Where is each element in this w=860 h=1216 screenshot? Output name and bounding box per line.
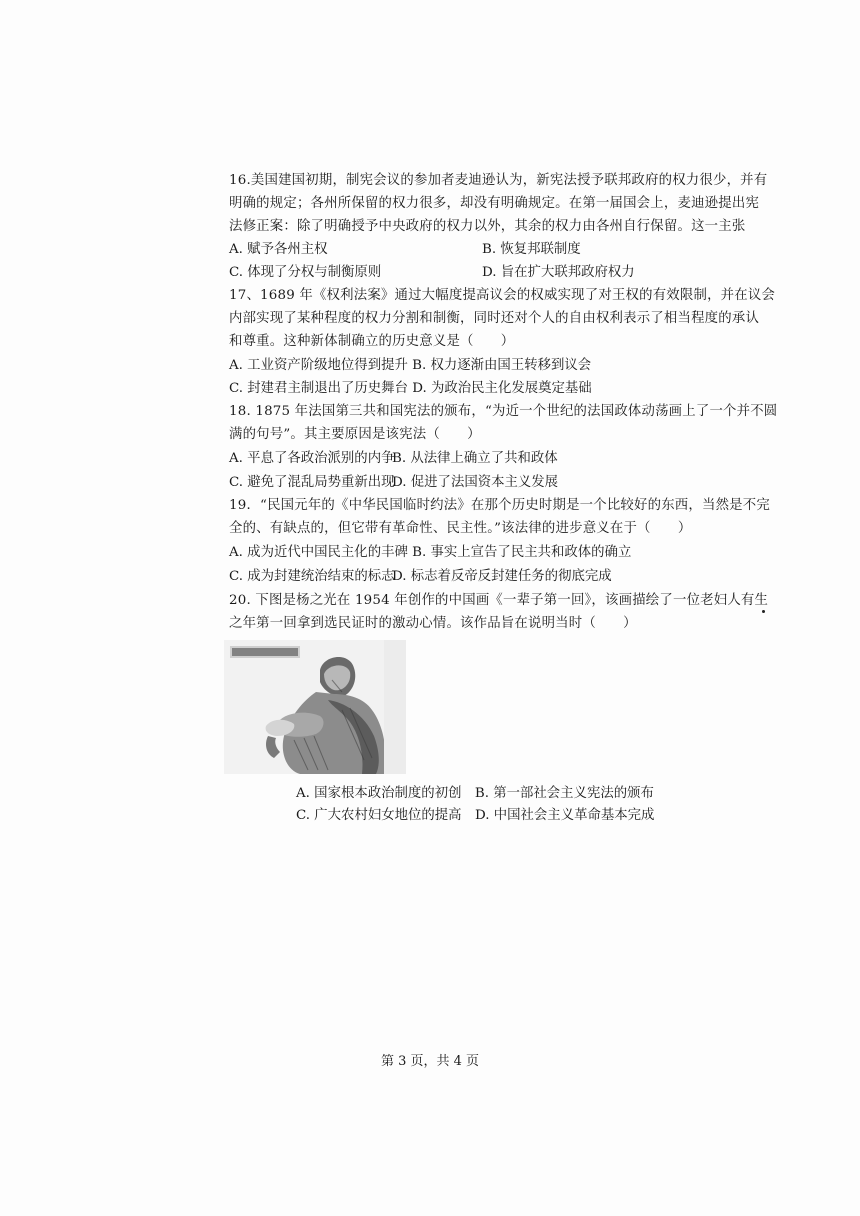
q17-options-cd: C. 封建君主制退出了历史舞台 D. 为政治民主化发展奠定基础 (229, 381, 592, 396)
painting-drawing (224, 640, 406, 774)
q19-line-2: 全的、有缺点的，但它带有革命性、民主性。”该法律的进步意义在于（ ） (229, 521, 692, 536)
q16-option-d: D. 旨在扩大联邦政府权力 (482, 265, 635, 280)
q18-option-a: A. 平息了各政治派别的内争 (229, 451, 395, 466)
painting-illustration (224, 640, 406, 774)
q20-line-1: 20. 下图是杨之光在 1954 年创作的中国画《一辈子第一回》，该画描绘了一位老妇人有生 (229, 593, 769, 608)
q16-option-b: B. 恢复邦联制度 (482, 242, 581, 257)
q16-option-c: C. 体现了分权与制衡原则 (229, 265, 382, 280)
q16-line-3: 法修正案：除了明确授予中央政府的权力以外，其余的权力由各州自行保留。这一主张 (229, 219, 746, 234)
q16-line-1: 16.美国建国初期，制宪会议的参加者麦迪逊认为，新宪法授予联邦政府的权力很少，并有 (229, 173, 768, 188)
q20-line-2: 之年第一回拿到选民证时的激动心情。该作品旨在说明当时（ ） (229, 616, 637, 631)
q18-option-c: C. 避免了混乱局势重新出现 (229, 475, 395, 490)
q19-option-c: C. 成为封建统治结束的标志 (229, 569, 395, 584)
scan-speck (762, 610, 765, 613)
page-footer: 第 3 页，共 4 页 (380, 1054, 480, 1069)
q18-line-1: 18. 1875 年法国第三共和国宪法的颁布，“为近一个世纪的法国政体动荡画上了一个并不圆 (229, 404, 778, 419)
q17-line-3: 和尊重。这种新体制确立的历史意义是（ ） (229, 334, 515, 349)
q19-line-1: 19．“民国元年的《中华民国临时约法》在那个历史时期是一个比较好的东西，当然是不完 (229, 498, 770, 513)
q17-line-2: 内部实现了某种程度的权力分割和制衡，同时还对个人的自由权利表示了相当程度的承认 (229, 311, 760, 326)
q20-options-ab: A. 国家根本政治制度的初创 B. 第一部社会主义宪法的颁布 (296, 786, 654, 801)
q20-options-cd: C. 广大农村妇女地位的提高 D. 中国社会主义革命基本完成 (296, 808, 655, 823)
q17-options-ab: A. 工业资产阶级地位得到提升 B. 权力逐渐由国王转移到议会 (229, 358, 592, 373)
q17-line-1: 17、1689 年《权利法案》通过大幅度提高议会的权威实现了对王权的有效限制，并在议会 (229, 288, 776, 303)
q18-option-d: D. 促进了法国资本主义发展 (392, 475, 559, 490)
q19-option-d: D. 标志着反帝反封建任务的彻底完成 (392, 569, 612, 584)
q16-option-a: A. 赋予各州主权 (229, 242, 328, 257)
q16-line-2: 明确的规定；各州所保留的权力很多，却没有明确规定。在第一届国会上，麦迪逊提出宪 (229, 196, 760, 211)
q19-options-ab: A. 成为近代中国民主化的丰碑 B. 事实上宣告了民主共和政体的确立 (229, 545, 632, 560)
q18-line-2: 满的句号”。其主要原因是该宪法（ ） (229, 427, 481, 442)
q18-option-b: B. 从法律上确立了共和政体 (392, 451, 558, 466)
